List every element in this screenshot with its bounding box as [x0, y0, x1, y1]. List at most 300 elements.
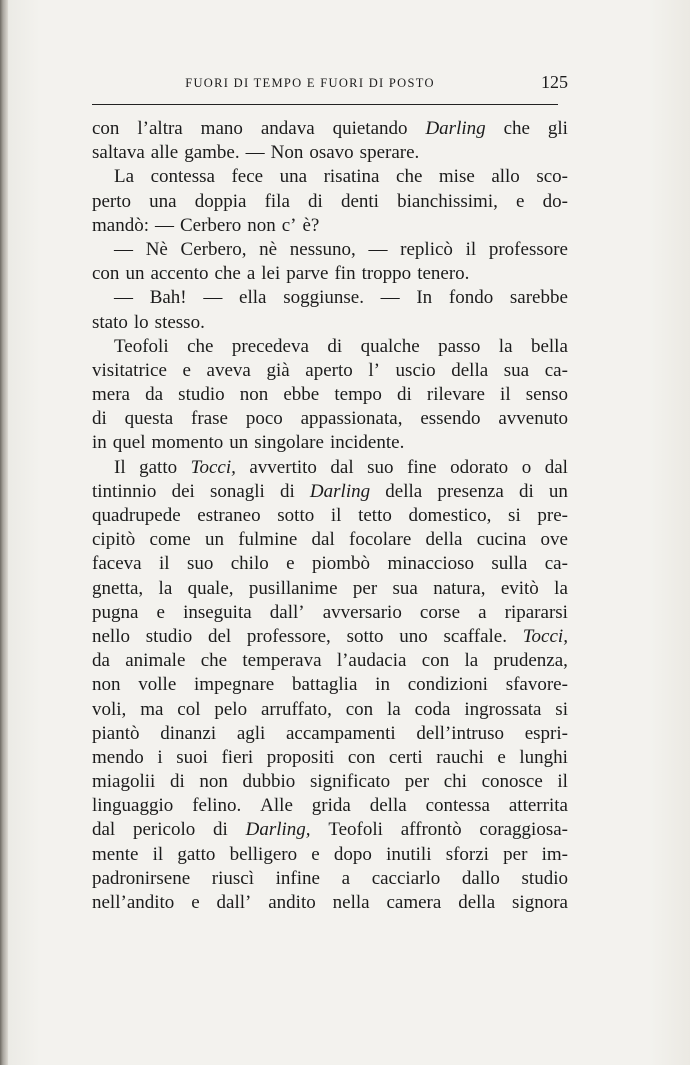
word: aveva: [206, 359, 251, 381]
word: si: [555, 698, 568, 720]
page-gutter-shadow: [0, 0, 8, 1065]
word: e: [156, 601, 165, 623]
word: gatto: [177, 843, 216, 865]
word: replicò: [400, 238, 453, 260]
word: dall’: [269, 601, 305, 623]
word: tetto: [358, 505, 392, 526]
text-line: [92, 649, 568, 673]
word: —: [155, 214, 174, 236]
word: l’altra: [137, 118, 183, 139]
word: che: [200, 650, 228, 672]
word: fulmine: [238, 529, 298, 551]
word: Teofoli: [328, 819, 383, 841]
word: in: [92, 432, 107, 454]
word: con: [92, 263, 120, 285]
word: ca-: [544, 359, 568, 381]
word: felino.: [192, 795, 242, 817]
word: professore: [488, 238, 568, 260]
word: singolare: [254, 432, 324, 454]
word: Alle: [260, 795, 293, 817]
word: sfavore-: [505, 674, 568, 696]
word: rilevare: [426, 384, 485, 406]
word: incidente.: [329, 432, 405, 454]
word: lunghi: [519, 746, 568, 768]
running-head: FUORI DI TEMPO E FUORI DI POSTO: [185, 76, 435, 90]
word: della: [425, 529, 463, 551]
word: risatina: [323, 166, 380, 188]
word: Cerbero,: [180, 238, 247, 260]
word: dal: [92, 819, 116, 841]
word: di: [169, 771, 185, 793]
word: gambe.: [184, 142, 240, 164]
word: affrontò: [400, 819, 462, 841]
word: arruffato,: [260, 698, 332, 720]
word: a: [246, 263, 256, 285]
word: odorato: [450, 456, 509, 478]
word: senso: [525, 384, 568, 406]
word: quietando: [332, 118, 408, 139]
text-line: [92, 456, 568, 480]
word: appassionata,: [300, 408, 403, 430]
word: per: [352, 577, 378, 599]
text-line: [92, 431, 568, 455]
word: la: [387, 698, 401, 720]
word: sua: [392, 577, 418, 599]
word: avversario: [322, 601, 402, 623]
word: domestico,: [408, 505, 492, 526]
word: mandò:: [92, 214, 149, 236]
word: dei: [171, 480, 195, 502]
word: fece: [231, 166, 264, 188]
word: minaccioso: [387, 553, 474, 575]
word: con: [421, 650, 450, 672]
word: fine: [407, 456, 437, 478]
word: la: [158, 577, 173, 599]
word: chilo: [230, 553, 269, 575]
word: un: [548, 480, 568, 502]
word: fieri: [221, 746, 254, 768]
text-line: [92, 794, 568, 818]
text-line: [92, 552, 568, 576]
word: dubbio: [242, 771, 296, 793]
word: denti: [340, 190, 379, 212]
word: Teofoli: [114, 335, 169, 357]
text-line: [92, 673, 568, 697]
text-line: [92, 770, 568, 794]
word: suoi: [176, 746, 208, 768]
word: che: [503, 118, 530, 139]
word: e: [191, 892, 200, 913]
word: avvenuto: [498, 408, 568, 430]
word: sonagli: [209, 480, 265, 502]
word: suo: [367, 456, 394, 478]
word: stesso.: [154, 311, 205, 333]
word: lei: [261, 263, 281, 285]
word: inseguita: [183, 601, 252, 623]
text-line: [92, 117, 568, 141]
word: andito: [268, 892, 316, 913]
word: e: [497, 746, 506, 768]
text-line: [92, 262, 568, 286]
word: essendo: [420, 408, 481, 430]
word: questa: [124, 408, 174, 430]
word: di: [327, 335, 343, 357]
word: non: [199, 771, 228, 793]
word: volle: [138, 674, 177, 696]
text-line: [92, 504, 568, 528]
word: estraneo: [197, 505, 261, 526]
word: corse: [419, 601, 461, 623]
word: un: [125, 263, 145, 285]
word: nello: [92, 625, 130, 647]
word: cacciarlo: [371, 867, 441, 889]
word: già: [266, 359, 290, 381]
word: la: [498, 335, 513, 357]
word: Darling,: [245, 819, 311, 841]
word: padronirsene: [92, 867, 191, 889]
word: Cerbero: [180, 214, 242, 236]
word: rauchi: [436, 746, 484, 768]
word: ca-: [544, 553, 568, 575]
word: poco: [245, 408, 283, 430]
word: coda: [414, 698, 451, 720]
word: passo: [438, 335, 481, 357]
word: pericolo: [133, 819, 196, 841]
word: ingrossata: [464, 698, 542, 720]
word: im-: [541, 843, 568, 865]
page-header: [92, 70, 568, 102]
text-line: [92, 335, 568, 359]
text-line: [92, 577, 568, 601]
word: fin: [334, 263, 356, 285]
word: grida: [311, 795, 351, 817]
word: piantò: [92, 722, 140, 744]
word: fondo: [448, 287, 494, 309]
word: il: [330, 505, 342, 526]
word: momento: [151, 432, 224, 454]
word: La: [114, 166, 135, 188]
word: voli,: [92, 698, 127, 720]
word: Tocci,: [522, 625, 568, 647]
word: Tocci,: [190, 456, 236, 478]
word: studio: [145, 625, 193, 647]
word: faceva: [92, 553, 142, 575]
word: pre-: [537, 505, 568, 526]
word: Darling: [309, 480, 371, 502]
word: atterrita: [508, 795, 568, 817]
word: pelo: [214, 698, 248, 720]
word: mente: [92, 843, 139, 865]
text-line: [92, 722, 568, 746]
word: che: [214, 263, 241, 285]
word: conosce: [481, 771, 543, 793]
word: non: [92, 674, 121, 696]
page-number: 125: [541, 72, 568, 92]
word: ebbe: [283, 384, 320, 406]
word: della: [369, 795, 407, 817]
word: accento: [150, 263, 209, 285]
word: che: [187, 335, 214, 357]
word: soggiunse.: [283, 287, 364, 309]
word: e: [516, 190, 525, 212]
word: gnetta,: [92, 577, 144, 599]
word: parve: [286, 263, 329, 285]
word: studio: [178, 384, 225, 406]
word: piombò: [312, 553, 371, 575]
text-line: [92, 311, 568, 335]
text-line: [92, 359, 568, 383]
word: tenero.: [417, 263, 470, 285]
text-line: [92, 891, 568, 915]
word: —: [380, 287, 400, 309]
word: uno: [399, 625, 428, 647]
text-line: [92, 383, 568, 407]
word: della: [451, 359, 489, 381]
word: sco-: [536, 166, 568, 188]
word: sua: [503, 359, 530, 381]
word: dal: [544, 456, 568, 478]
word: sarebbe: [509, 287, 568, 309]
word: —: [114, 238, 133, 260]
word: non: [247, 214, 276, 236]
word: ove: [540, 529, 568, 551]
word: scaffale.: [443, 625, 507, 647]
word: da: [145, 384, 164, 406]
word: agli: [236, 722, 266, 744]
text-line: [92, 190, 568, 214]
word: i: [157, 746, 163, 768]
word: temperava: [242, 650, 322, 672]
word: bianchissimi,: [397, 190, 498, 212]
word: un: [229, 432, 249, 454]
word: il: [557, 771, 568, 793]
word: dinanzi: [160, 722, 217, 744]
word: l’audacia: [336, 650, 407, 672]
word: nell’andito: [92, 892, 175, 913]
text-line: [92, 528, 568, 552]
word: pugna: [92, 601, 139, 623]
word: come: [149, 529, 191, 551]
word: precedeva: [231, 335, 309, 357]
word: sotto: [346, 625, 384, 647]
word: che: [396, 166, 423, 188]
word: a: [478, 601, 487, 623]
word: con: [92, 118, 120, 139]
word: di: [279, 480, 295, 502]
word: —: [368, 238, 388, 260]
word: evitò: [500, 577, 539, 599]
word: prudenza,: [493, 650, 568, 672]
word: saltava: [92, 142, 145, 164]
word: chi: [443, 771, 467, 793]
word: gatto: [139, 456, 178, 478]
word: dell’intruso: [416, 722, 505, 744]
word: cucina: [476, 529, 527, 551]
word: In: [416, 287, 433, 309]
body-text: [92, 117, 568, 915]
word: il: [158, 553, 170, 575]
word: sperare.: [359, 142, 420, 164]
text-line: [92, 165, 568, 189]
word: gli: [547, 118, 568, 139]
word: quale,: [187, 577, 234, 599]
word: uscio: [395, 359, 436, 381]
word: cipitò: [92, 529, 136, 551]
text-line: [92, 843, 568, 867]
word: alle: [150, 142, 179, 164]
word: tintinnio: [92, 480, 157, 502]
text-line: [92, 625, 568, 649]
word: inutili: [386, 843, 432, 865]
word: troppo: [361, 263, 412, 285]
word: studio: [521, 867, 568, 889]
word: del: [207, 625, 232, 647]
word: della: [385, 480, 423, 502]
word: signora: [512, 892, 568, 913]
word: mendo: [92, 746, 144, 768]
word: tempo: [334, 384, 382, 406]
word: di: [213, 819, 228, 841]
word: Nè: [145, 238, 168, 260]
word: do-: [542, 190, 568, 212]
text-line: [92, 867, 568, 891]
word: della: [458, 892, 496, 913]
header-rule: [92, 104, 558, 105]
word: perto: [92, 190, 132, 212]
word: sforzi: [445, 843, 489, 865]
word: con: [345, 698, 374, 720]
word: Il: [114, 456, 126, 478]
word: osavo: [309, 142, 354, 164]
word: dal: [311, 529, 335, 551]
text-line: [92, 818, 568, 842]
word: un: [204, 529, 224, 551]
word: mera: [92, 384, 130, 406]
text-line: [92, 407, 568, 431]
word: Darling: [425, 118, 486, 139]
word: in: [375, 674, 390, 696]
word: linguaggio: [92, 795, 174, 817]
word: belligero: [229, 843, 298, 865]
word: —: [203, 287, 223, 309]
word: una: [279, 166, 308, 188]
word: o: [521, 456, 532, 478]
word: sotto: [277, 505, 315, 526]
word: di: [397, 384, 412, 406]
text-line: [92, 746, 568, 770]
word: quel: [112, 432, 146, 454]
word: col: [177, 698, 201, 720]
word: dopo: [333, 843, 372, 865]
text-line: [92, 698, 568, 722]
word: bella: [530, 335, 568, 357]
word: professore,: [246, 625, 331, 647]
word: ripararsi: [504, 601, 568, 623]
word: andava: [260, 118, 315, 139]
word: stato: [92, 311, 128, 333]
word: per: [404, 771, 430, 793]
word: propositi: [266, 746, 335, 768]
word: allo: [491, 166, 520, 188]
word: infine: [275, 867, 320, 889]
word: di: [518, 480, 534, 502]
word: la: [464, 650, 479, 672]
word: dal: [330, 456, 354, 478]
word: non: [239, 384, 269, 406]
word: nè: [259, 238, 278, 260]
word: doppia: [194, 190, 247, 212]
word: suo: [186, 553, 214, 575]
word: contessa: [425, 795, 490, 817]
word: nella: [332, 892, 370, 913]
text-line: [92, 141, 568, 165]
word: c’: [281, 214, 297, 236]
word: aperto: [305, 359, 353, 381]
word: Non: [270, 142, 304, 164]
word: si: [508, 505, 521, 526]
word: il: [465, 238, 477, 260]
word: il: [500, 384, 511, 406]
word: l’: [368, 359, 380, 381]
word: visitatrice: [92, 359, 167, 381]
word: e: [311, 843, 320, 865]
word: pusillanime: [248, 577, 338, 599]
word: qualche: [360, 335, 420, 357]
word: il: [152, 843, 164, 865]
word: mano: [200, 118, 243, 139]
word: focolare: [349, 529, 412, 551]
text-line: [92, 480, 568, 504]
word: sulla: [491, 553, 528, 575]
text-line: [92, 238, 568, 262]
word: certi: [388, 746, 423, 768]
word: significato: [309, 771, 391, 793]
word: contessa: [150, 166, 215, 188]
word: coraggiosa-: [479, 819, 568, 841]
word: quadrupede: [92, 505, 181, 526]
word: condizioni: [407, 674, 488, 696]
word: avvertito: [249, 456, 317, 478]
word: da: [92, 650, 110, 672]
word: di: [92, 408, 107, 430]
word: fila: [264, 190, 290, 212]
word: per: [503, 843, 528, 865]
word: riuscì: [211, 867, 254, 889]
word: di: [308, 190, 323, 212]
word: animale: [125, 650, 186, 672]
word: e: [286, 553, 295, 575]
word: natura,: [433, 577, 486, 599]
text-line: [92, 601, 568, 625]
word: una: [149, 190, 177, 212]
word: e: [182, 359, 191, 381]
word: con: [347, 746, 376, 768]
word: è?: [302, 214, 320, 236]
word: espri-: [524, 722, 568, 744]
word: —: [245, 142, 265, 164]
word: ma: [140, 698, 164, 720]
text-line: [92, 214, 568, 238]
text-line: [92, 286, 568, 310]
word: ella: [239, 287, 267, 309]
word: impegnare: [194, 674, 275, 696]
word: la: [554, 577, 568, 599]
word: mise: [438, 166, 475, 188]
word: Bah!: [149, 287, 187, 309]
word: lo: [133, 311, 149, 333]
word: nessuno,: [289, 238, 356, 260]
word: dall’: [216, 892, 252, 913]
